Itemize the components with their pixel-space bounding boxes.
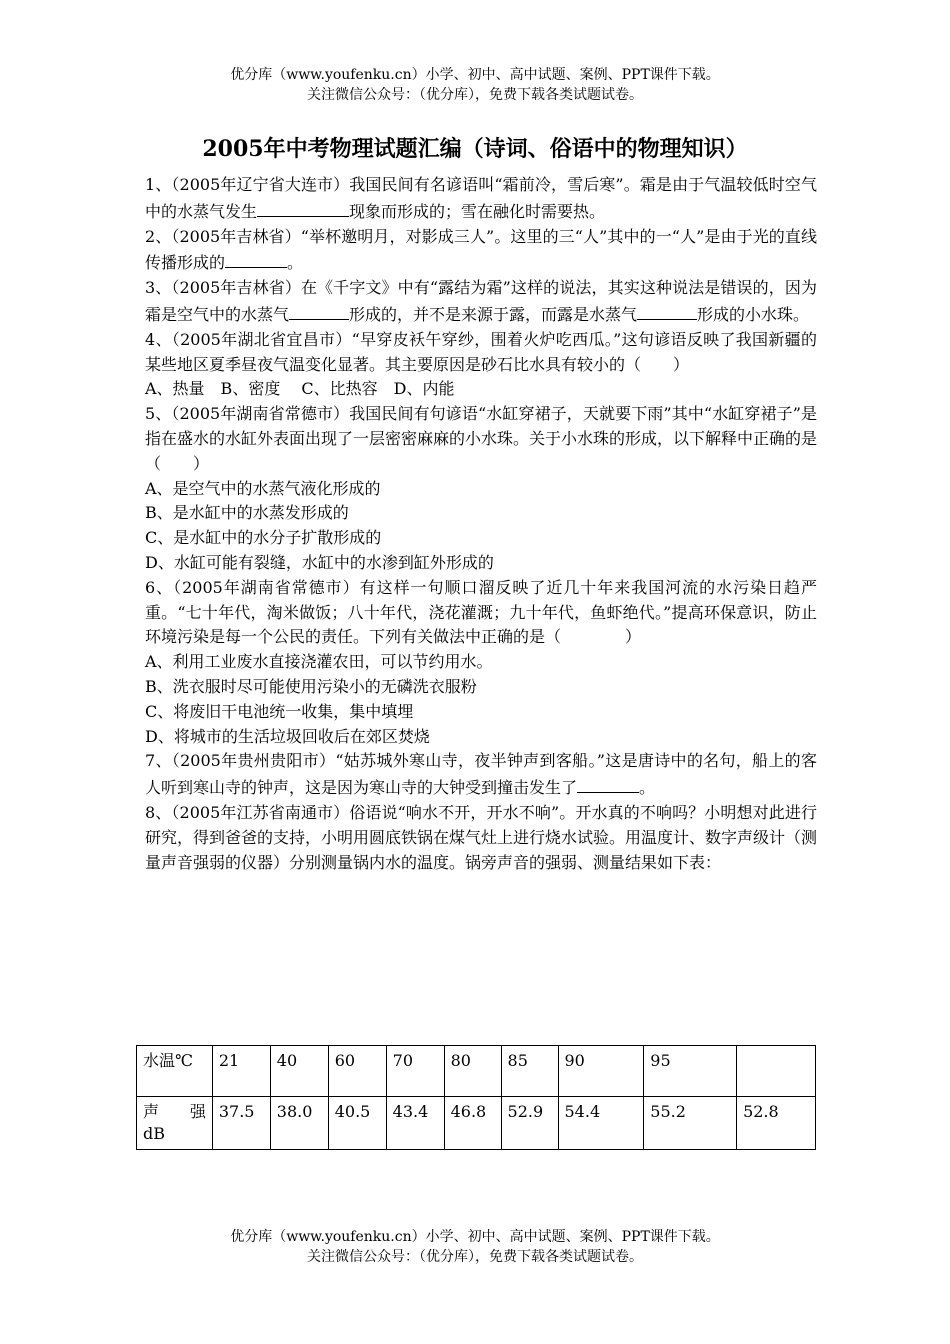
question-5-option-d: D、水缸可能有裂缝，水缸中的水渗到缸外形成的 <box>145 552 494 572</box>
question-8: 8、（2005年江苏省南通市）俗语说“响水不开，开水不响”。开水真的不响吗？小明想对此进行研究，得到爸爸的支持，小明用圆底铁锅在煤气灶上进行烧水试验。用温度计、数字声级计（测量声音强弱的仪器）分别测量锅内水的温度。锅旁声音的强弱、测量结果如下表： <box>145 802 818 872</box>
answer-blank-2 <box>225 249 287 268</box>
table-cell: 54.4 <box>558 1097 644 1150</box>
table-cell: 46.8 <box>444 1097 501 1150</box>
table-cell: 37.5 <box>212 1097 270 1150</box>
table-cell: 40 <box>270 1046 328 1097</box>
table-cell: 80 <box>444 1046 501 1097</box>
header-line-1: 优分库（www.youfenku.cn）小学、初中、高中试题、案例、PPT课件下载。 <box>230 67 720 83</box>
sound-label-a: 声 <box>143 1102 160 1121</box>
answer-blank-1 <box>257 198 349 217</box>
page-title: 2005年中考物理试题汇编（诗词、俗语中的物理知识） <box>202 136 748 162</box>
question-7-text-b: 。 <box>639 778 656 798</box>
table-cell: 85 <box>501 1046 558 1097</box>
table-cell: 55.2 <box>644 1097 737 1150</box>
table-cell: 40.5 <box>328 1097 386 1150</box>
question-6-option-d: D、将城市的生活垃圾回收后在郊区焚烧 <box>145 726 430 746</box>
question-3-text-b: 形成的，并不是来源于露，而露是水蒸气 <box>349 304 638 324</box>
question-6-option-c: C、将废旧干电池统一收集，集中填埋 <box>145 701 414 721</box>
question-5-option-a: A、是空气中的水蒸气液化形成的 <box>145 478 381 498</box>
question-1-text-b: 现象而形成的；雪在融化时需要热。 <box>349 201 606 221</box>
table-cell-sound-label <box>137 1097 213 1150</box>
measurement-table <box>136 1045 816 1150</box>
answer-blank-3b <box>637 301 697 320</box>
question-2 <box>145 225 817 277</box>
question-list <box>145 173 817 875</box>
table-cell-temperature-label: 水温℃ <box>137 1046 213 1097</box>
table-cell: 70 <box>386 1046 444 1097</box>
table-row-sound <box>137 1097 816 1150</box>
table-cell: 60 <box>328 1046 386 1097</box>
sound-label-unit: dB <box>143 1124 165 1143</box>
table-cell: 43.4 <box>386 1097 444 1150</box>
question-7 <box>145 749 817 801</box>
question-2-text-a: 2、（2005年吉林省）“举杯邀明月，对影成三人”。这里的三“人”其中的一“人”是由于光的直线传播形成的 <box>145 226 817 273</box>
table-cell: 38.0 <box>270 1097 328 1150</box>
question-6-option-b: B、洗衣服时尽可能使用污染小的无磷洗衣服粉 <box>145 676 477 696</box>
question-4-options: A、热量 B、密度 C、比热容 D、内能 <box>145 379 455 399</box>
table-row-temperature <box>137 1046 816 1097</box>
table-cell: 52.8 <box>737 1097 816 1150</box>
sound-label-b: 强 <box>189 1102 206 1121</box>
question-5-option-c: C、是水缸中的水分子扩散形成的 <box>145 528 382 548</box>
question-3-text-a: 3、（2005年吉林省）在《千字文》中有“露结为霜”这样的说法，其实这种说法是错误的，因为霜是空气中的水蒸气 <box>145 278 817 324</box>
question-1 <box>145 173 817 225</box>
question-5: 5、（2005年湖南省常德市）我国民间有句谚语“水缸穿裙子，天就要下雨”其中“水缸穿裙子”是指在盛水的水缸外表面出现了一层密密麻麻的小水珠。关于小水珠的形成，以下解释中正确的是（ ） <box>145 404 818 473</box>
question-4: 4、（2005年湖北省宜昌市）“早穿皮袄午穿纱，围着火炉吃西瓜。”这句谚语反映了我国新疆的某些地区夏季昼夜气温变化显著。其主要原因是砂石比水具有较小的（ ） <box>145 329 817 374</box>
question-3 <box>145 276 817 328</box>
table-cell: 52.9 <box>501 1097 558 1150</box>
question-3-text-c: 形成的小水珠。 <box>697 304 810 324</box>
answer-blank-7 <box>577 774 639 793</box>
question-6: 6、（2005年湖南省常德市）有这样一句顺口溜反映了近几十年来我国河流的水污染日趋严重。“七十年代，淘米做饭；八十年代，浇花灌溉；九十年代，鱼虾绝代。”提高环保意识，防止环境污染是每一个公民的责任。下列有关做法中正确的是（ ） <box>145 577 817 647</box>
footer-line-2: 关注微信公众号：（优分库），免费下载各类试题试卷。 <box>307 1249 643 1265</box>
question-1-text-a: 1、（2005年辽宁省大连市）我国民间有名谚语叫“霜前冷，雪后寒”。霜是由于气温较低时空气中的水蒸气发生 <box>145 175 817 221</box>
table-cell: 21 <box>212 1046 270 1097</box>
table-cell: 90 <box>558 1046 644 1097</box>
question-2-text-b: 。 <box>287 253 304 273</box>
question-6-option-a: A、利用工业废水直接浇灌农田，可以节约用水。 <box>145 652 493 672</box>
footer-line-1: 优分库（www.youfenku.cn）小学、初中、高中试题、案例、PPT课件下载。 <box>230 1229 720 1245</box>
answer-blank-3a <box>289 301 349 320</box>
table-cell: 95 <box>644 1046 737 1097</box>
table-cell <box>737 1046 816 1097</box>
header-line-2: 关注微信公众号：（优分库），免费下载各类试题试卷。 <box>307 87 643 103</box>
question-7-text-a: 7、（2005年贵州贵阳市）“姑苏城外寒山寺，夜半钟声到客船。”这是唐诗中的名句，船上的客人听到寒山寺的钟声，这是因为寒山寺的大钟受到撞击发生了 <box>145 751 817 798</box>
question-5-option-b: B、是水缸中的水蒸发形成的 <box>145 503 349 523</box>
